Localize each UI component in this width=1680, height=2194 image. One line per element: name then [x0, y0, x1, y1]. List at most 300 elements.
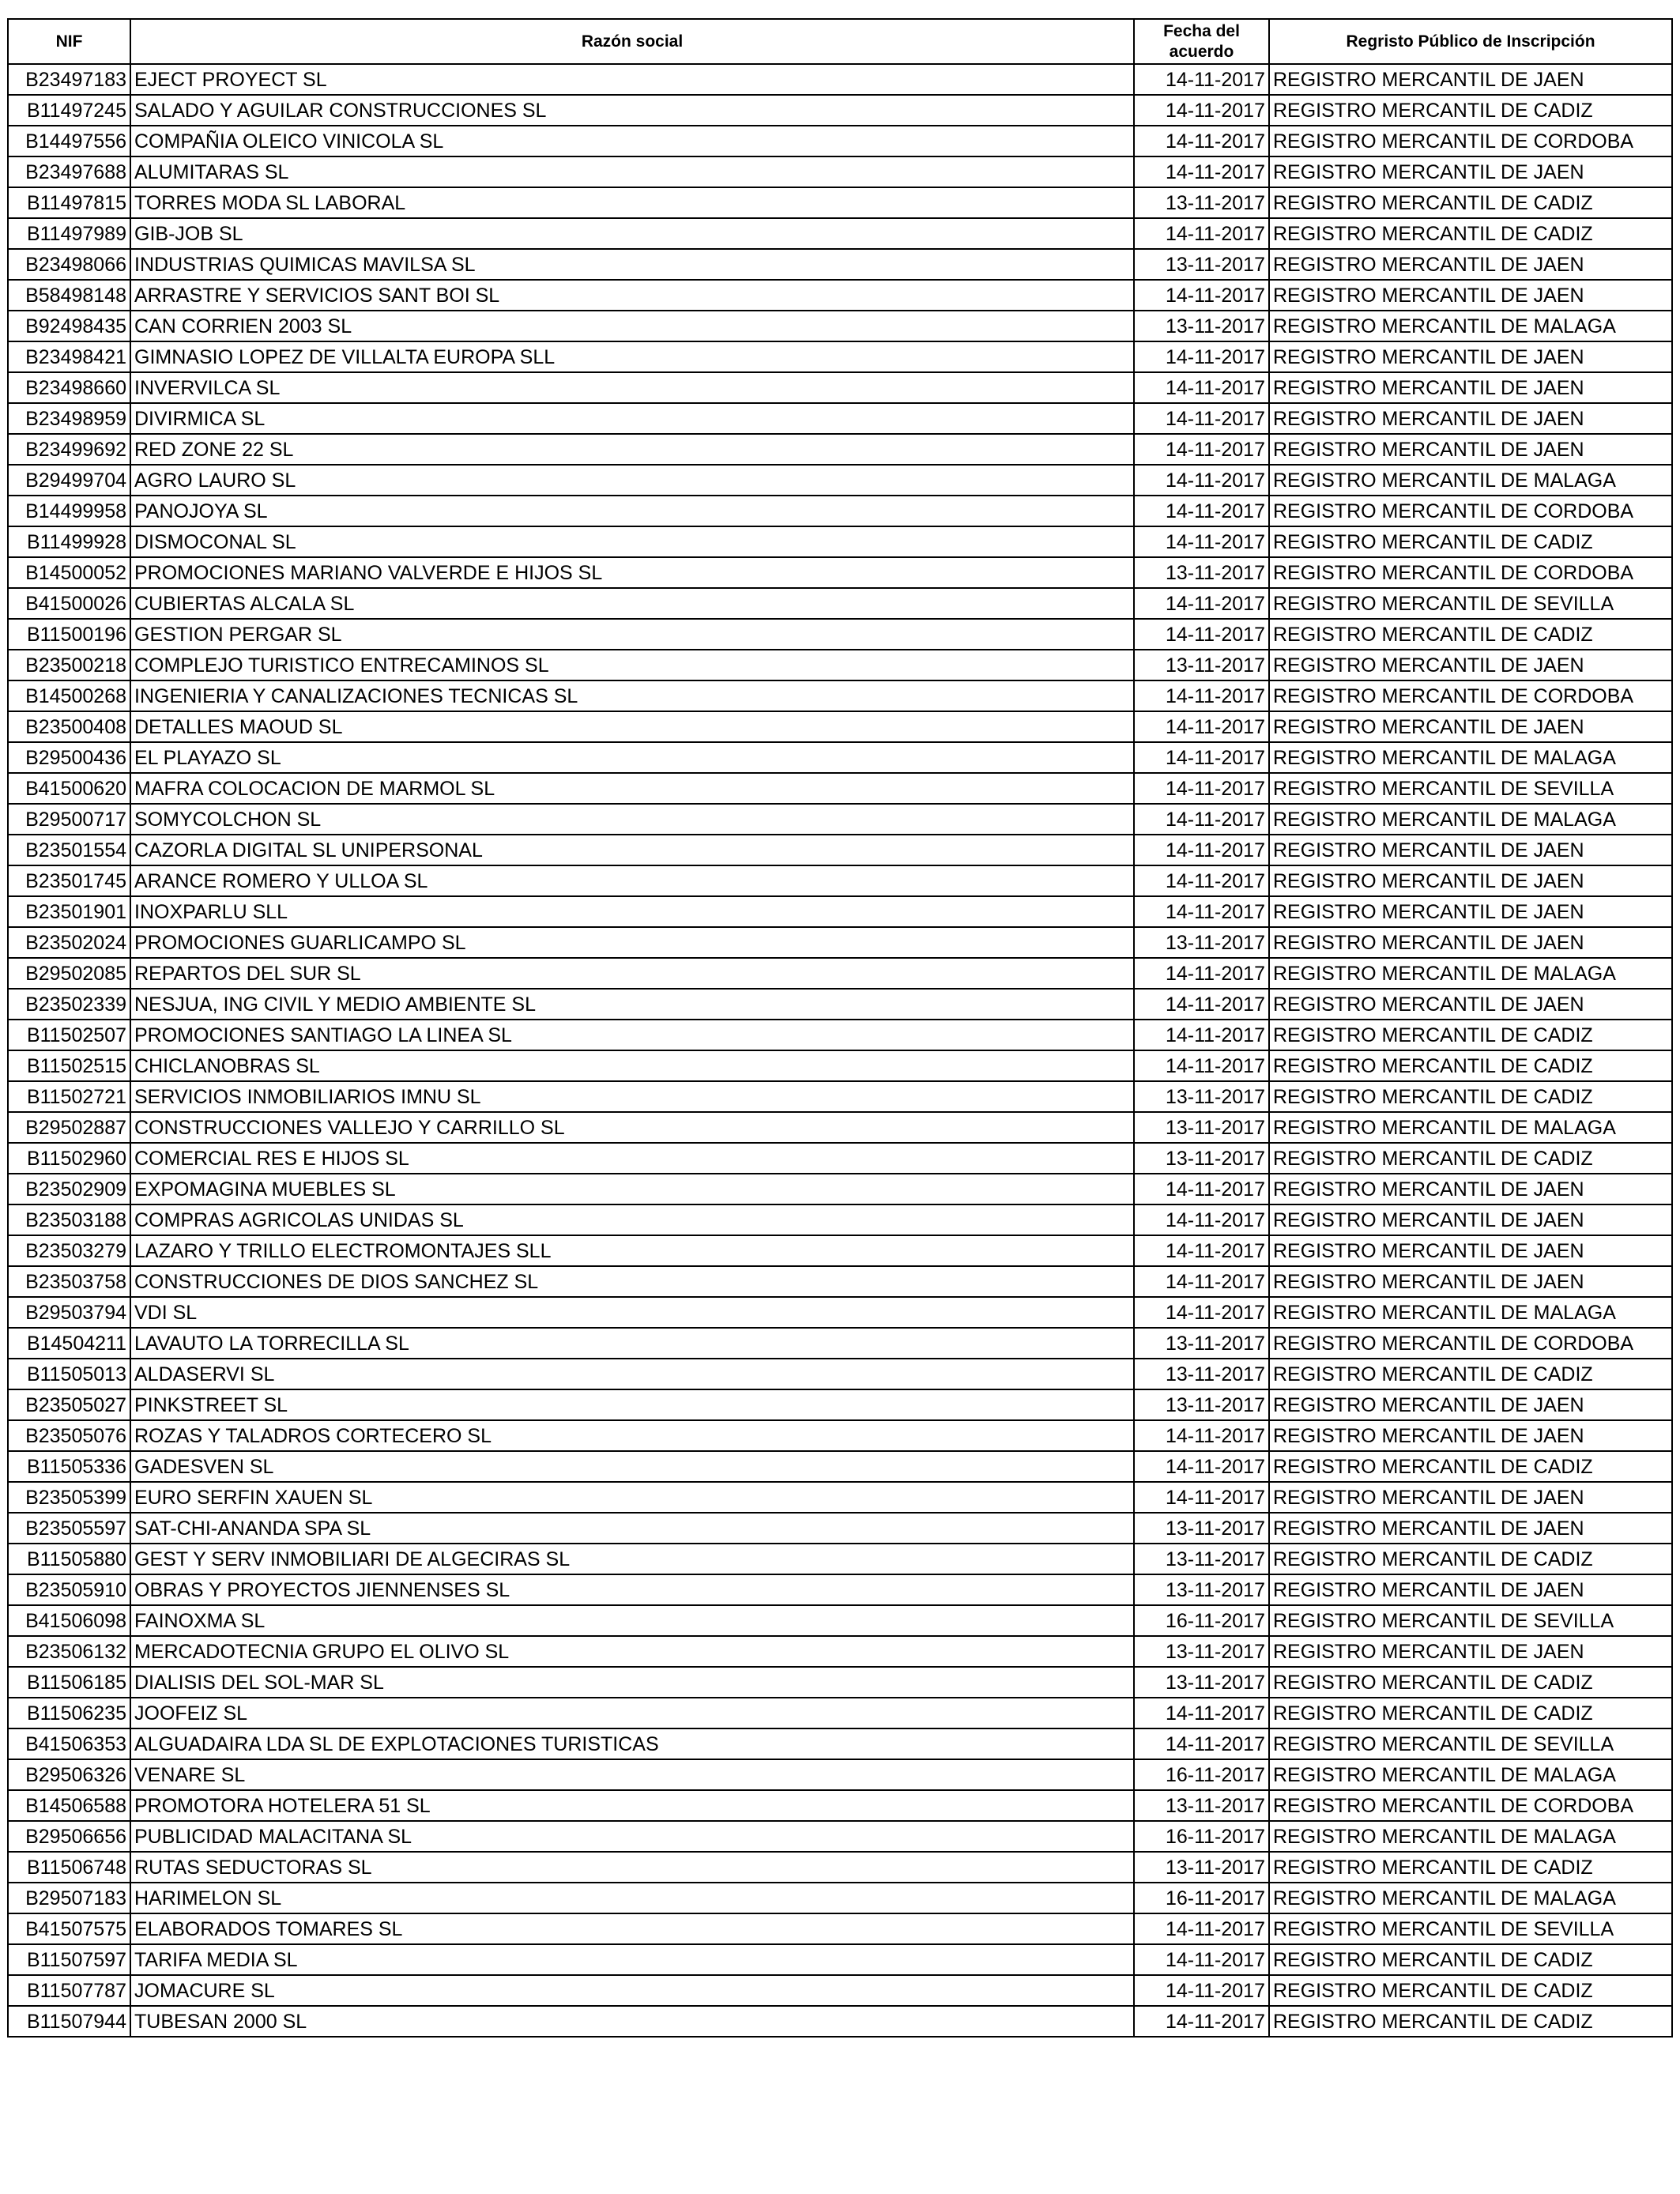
table-row	[8, 958, 1672, 989]
nif-cell: B23502339	[8, 989, 130, 1020]
company-name-cell: PROMOCIONES GUARLICAMPO SL	[130, 927, 1134, 958]
nif-cell: B11506235	[8, 1698, 130, 1728]
registry-cell: REGISTRO MERCANTIL DE JAEN	[1269, 1174, 1672, 1204]
nif-cell: B11506748	[8, 1852, 130, 1883]
registry-cell: REGISTRO MERCANTIL DE SEVILLA	[1269, 588, 1672, 619]
nif-cell: B23503279	[8, 1235, 130, 1266]
agreement-date-cell: 13-11-2017	[1134, 1544, 1269, 1574]
agreement-date-cell: 14-11-2017	[1134, 341, 1269, 372]
nif-cell: B14500052	[8, 557, 130, 588]
table-row	[8, 1204, 1672, 1235]
registry-cell: REGISTRO MERCANTIL DE MALAGA	[1269, 465, 1672, 496]
table-row	[8, 1821, 1672, 1852]
registry-cell: REGISTRO MERCANTIL DE JAEN	[1269, 372, 1672, 403]
companies-table	[7, 18, 1673, 2038]
nif-cell: B29500717	[8, 804, 130, 835]
agreement-date-cell: 13-11-2017	[1134, 1143, 1269, 1174]
table-row	[8, 249, 1672, 280]
nif-cell: B11507944	[8, 2006, 130, 2037]
registry-cell: REGISTRO MERCANTIL DE MALAGA	[1269, 742, 1672, 773]
company-name-cell: DISMOCONAL SL	[130, 526, 1134, 557]
company-name-cell: SAT-CHI-ANANDA SPA SL	[130, 1513, 1134, 1544]
nif-cell: B29499704	[8, 465, 130, 496]
agreement-date-cell: 13-11-2017	[1134, 557, 1269, 588]
registry-cell: REGISTRO MERCANTIL DE JAEN	[1269, 1636, 1672, 1667]
registry-cell: REGISTRO MERCANTIL DE CADIZ	[1269, 1975, 1672, 2006]
company-name-cell: JOMACURE SL	[130, 1975, 1134, 2006]
table-row	[8, 1605, 1672, 1636]
company-name-cell: GIB-JOB SL	[130, 218, 1134, 249]
agreement-date-cell: 14-11-2017	[1134, 1297, 1269, 1328]
nif-cell: B11502515	[8, 1050, 130, 1081]
company-name-cell: MERCADOTECNIA GRUPO EL OLIVO SL	[130, 1636, 1134, 1667]
table-row	[8, 804, 1672, 835]
company-name-cell: CUBIERTAS ALCALA SL	[130, 588, 1134, 619]
registry-cell: REGISTRO MERCANTIL DE CADIZ	[1269, 2006, 1672, 2037]
company-name-cell: CHICLANOBRAS SL	[130, 1050, 1134, 1081]
agreement-date-cell: 14-11-2017	[1134, 2006, 1269, 2037]
company-name-cell: ROZAS Y TALADROS CORTECERO SL	[130, 1420, 1134, 1451]
company-name-cell: TARIFA MEDIA SL	[130, 1944, 1134, 1975]
company-name-cell: GIMNASIO LOPEZ DE VILLALTA EUROPA SLL	[130, 341, 1134, 372]
table-row	[8, 557, 1672, 588]
agreement-date-cell: 14-11-2017	[1134, 1975, 1269, 2006]
company-name-cell: PROMOCIONES MARIANO VALVERDE E HIJOS SL	[130, 557, 1134, 588]
company-name-cell: OBRAS Y PROYECTOS JIENNENSES SL	[130, 1574, 1134, 1605]
company-name-cell: DIVIRMICA SL	[130, 403, 1134, 434]
agreement-date-cell: 14-11-2017	[1134, 1266, 1269, 1297]
registry-cell: REGISTRO MERCANTIL DE MALAGA	[1269, 1883, 1672, 1913]
table-row	[8, 280, 1672, 311]
agreement-date-cell: 13-11-2017	[1134, 1359, 1269, 1389]
table-row	[8, 773, 1672, 804]
nif-cell: B58498148	[8, 280, 130, 311]
nif-cell: B23502024	[8, 927, 130, 958]
registry-cell: REGISTRO MERCANTIL DE CORDOBA	[1269, 126, 1672, 156]
registry-cell: REGISTRO MERCANTIL DE CADIZ	[1269, 1852, 1672, 1883]
registry-cell: REGISTRO MERCANTIL DE JAEN	[1269, 835, 1672, 865]
nif-cell: B14504211	[8, 1328, 130, 1359]
agreement-date-cell: 14-11-2017	[1134, 403, 1269, 434]
agreement-date-cell: 13-11-2017	[1134, 1852, 1269, 1883]
table-row	[8, 1913, 1672, 1944]
table-row	[8, 1636, 1672, 1667]
company-name-cell: JOOFEIZ SL	[130, 1698, 1134, 1728]
agreement-date-cell: 16-11-2017	[1134, 1821, 1269, 1852]
nif-cell: B23506132	[8, 1636, 130, 1667]
company-name-cell: ARRASTRE Y SERVICIOS SANT BOI SL	[130, 280, 1134, 311]
agreement-date-cell: 14-11-2017	[1134, 1174, 1269, 1204]
table-row	[8, 434, 1672, 465]
registry-cell: REGISTRO MERCANTIL DE JAEN	[1269, 865, 1672, 896]
table-row	[8, 1020, 1672, 1050]
registry-cell: REGISTRO MERCANTIL DE JAEN	[1269, 1513, 1672, 1544]
table-row	[8, 1451, 1672, 1482]
table-row	[8, 1667, 1672, 1698]
nif-cell: B29500436	[8, 742, 130, 773]
table-row	[8, 1359, 1672, 1389]
company-name-cell: GEST Y SERV INMOBILIARI DE ALGECIRAS SL	[130, 1544, 1134, 1574]
nif-cell: B23505027	[8, 1389, 130, 1420]
registry-cell: REGISTRO MERCANTIL DE JAEN	[1269, 434, 1672, 465]
table-row	[8, 1050, 1672, 1081]
company-name-cell: AGRO LAURO SL	[130, 465, 1134, 496]
nif-cell: B11505880	[8, 1544, 130, 1574]
registry-cell: REGISTRO MERCANTIL DE JAEN	[1269, 1389, 1672, 1420]
registry-cell: REGISTRO MERCANTIL DE MALAGA	[1269, 1112, 1672, 1143]
table-row	[8, 1852, 1672, 1883]
nif-cell: B14500268	[8, 680, 130, 711]
agreement-date-cell: 13-11-2017	[1134, 1389, 1269, 1420]
agreement-date-cell: 14-11-2017	[1134, 742, 1269, 773]
agreement-date-cell: 13-11-2017	[1134, 311, 1269, 341]
registry-cell: REGISTRO MERCANTIL DE CORDOBA	[1269, 496, 1672, 526]
agreement-date-cell: 14-11-2017	[1134, 126, 1269, 156]
agreement-date-cell: 16-11-2017	[1134, 1759, 1269, 1790]
nif-cell: B41506353	[8, 1728, 130, 1759]
company-name-cell: EURO SERFIN XAUEN SL	[130, 1482, 1134, 1513]
agreement-date-cell: 14-11-2017	[1134, 434, 1269, 465]
nif-cell: B29506326	[8, 1759, 130, 1790]
table-row	[8, 835, 1672, 865]
registry-cell: REGISTRO MERCANTIL DE JAEN	[1269, 64, 1672, 95]
nif-cell: B23498959	[8, 403, 130, 434]
agreement-date-cell: 14-11-2017	[1134, 95, 1269, 126]
table-row	[8, 742, 1672, 773]
table-header	[8, 19, 1672, 64]
table-row	[8, 927, 1672, 958]
nif-cell: B29502887	[8, 1112, 130, 1143]
company-name-cell: ELABORADOS TOMARES SL	[130, 1913, 1134, 1944]
agreement-date-cell: 13-11-2017	[1134, 650, 1269, 680]
header-agreement-date	[1134, 19, 1269, 64]
nif-cell: B23499692	[8, 434, 130, 465]
header-row	[8, 19, 1672, 64]
nif-cell: B23503758	[8, 1266, 130, 1297]
table-body	[8, 64, 1672, 2037]
nif-cell: B23505910	[8, 1574, 130, 1605]
registry-cell: REGISTRO MERCANTIL DE MALAGA	[1269, 1821, 1672, 1852]
table-row	[8, 1790, 1672, 1821]
registry-cell: REGISTRO MERCANTIL DE MALAGA	[1269, 1759, 1672, 1790]
table-row	[8, 1513, 1672, 1544]
nif-cell: B11505013	[8, 1359, 130, 1389]
agreement-date-cell: 14-11-2017	[1134, 1204, 1269, 1235]
registry-cell: REGISTRO MERCANTIL DE SEVILLA	[1269, 1605, 1672, 1636]
agreement-date-cell: 14-11-2017	[1134, 1944, 1269, 1975]
company-name-cell: COMPLEJO TURISTICO ENTRECAMINOS SL	[130, 650, 1134, 680]
registry-cell: REGISTRO MERCANTIL DE SEVILLA	[1269, 773, 1672, 804]
company-name-cell: EXPOMAGINA MUEBLES SL	[130, 1174, 1134, 1204]
company-name-cell: GADESVEN SL	[130, 1451, 1134, 1482]
nif-cell: B23501554	[8, 835, 130, 865]
header-nif: NIF	[8, 19, 130, 64]
nif-cell: B23505076	[8, 1420, 130, 1451]
company-name-cell: PROMOTORA HOTELERA 51 SL	[130, 1790, 1134, 1821]
agreement-date-cell: 14-11-2017	[1134, 465, 1269, 496]
table-row	[8, 989, 1672, 1020]
registry-cell: REGISTRO MERCANTIL DE MALAGA	[1269, 804, 1672, 835]
nif-cell: B11500196	[8, 619, 130, 650]
nif-cell: B23501745	[8, 865, 130, 896]
company-name-cell: HARIMELON SL	[130, 1883, 1134, 1913]
company-name-cell: INVERVILCA SL	[130, 372, 1134, 403]
agreement-date-cell: 13-11-2017	[1134, 187, 1269, 218]
table-row	[8, 588, 1672, 619]
registry-cell: REGISTRO MERCANTIL DE MALAGA	[1269, 958, 1672, 989]
table-row	[8, 711, 1672, 742]
nif-cell: B29507183	[8, 1883, 130, 1913]
agreement-date-cell: 14-11-2017	[1134, 1698, 1269, 1728]
table-row	[8, 187, 1672, 218]
agreement-date-cell: 13-11-2017	[1134, 1790, 1269, 1821]
nif-cell: B41500620	[8, 773, 130, 804]
company-name-cell: ARANCE ROMERO Y ULLOA SL	[130, 865, 1134, 896]
nif-cell: B23498660	[8, 372, 130, 403]
nif-cell: B11507597	[8, 1944, 130, 1975]
agreement-date-cell: 14-11-2017	[1134, 526, 1269, 557]
company-name-cell: LAVAUTO LA TORRECILLA SL	[130, 1328, 1134, 1359]
company-name-cell: LAZARO Y TRILLO ELECTROMONTAJES SLL	[130, 1235, 1134, 1266]
table-row	[8, 1975, 1672, 2006]
registry-cell: REGISTRO MERCANTIL DE CADIZ	[1269, 1143, 1672, 1174]
agreement-date-cell: 14-11-2017	[1134, 64, 1269, 95]
agreement-date-cell: 16-11-2017	[1134, 1883, 1269, 1913]
table-row	[8, 1174, 1672, 1204]
agreement-date-cell: 14-11-2017	[1134, 773, 1269, 804]
nif-cell: B11497989	[8, 218, 130, 249]
agreement-date-cell: 13-11-2017	[1134, 1328, 1269, 1359]
company-name-cell: VDI SL	[130, 1297, 1134, 1328]
nif-cell: B29503794	[8, 1297, 130, 1328]
agreement-date-cell: 13-11-2017	[1134, 1513, 1269, 1544]
nif-cell: B23498066	[8, 249, 130, 280]
company-name-cell: INGENIERIA Y CANALIZACIONES TECNICAS SL	[130, 680, 1134, 711]
agreement-date-cell: 14-11-2017	[1134, 989, 1269, 1020]
registry-cell: REGISTRO MERCANTIL DE CADIZ	[1269, 218, 1672, 249]
registry-cell: REGISTRO MERCANTIL DE SEVILLA	[1269, 1913, 1672, 1944]
table-row	[8, 465, 1672, 496]
registry-cell: REGISTRO MERCANTIL DE JAEN	[1269, 927, 1672, 958]
nif-cell: B41506098	[8, 1605, 130, 1636]
company-name-cell: PANOJOYA SL	[130, 496, 1134, 526]
registry-cell: REGISTRO MERCANTIL DE JAEN	[1269, 1204, 1672, 1235]
company-name-cell: INDUSTRIAS QUIMICAS MAVILSA SL	[130, 249, 1134, 280]
company-name-cell: ALDASERVI SL	[130, 1359, 1134, 1389]
agreement-date-cell: 13-11-2017	[1134, 1574, 1269, 1605]
registry-cell: REGISTRO MERCANTIL DE JAEN	[1269, 403, 1672, 434]
agreement-date-cell: 14-11-2017	[1134, 372, 1269, 403]
company-name-cell: COMPRAS AGRICOLAS UNIDAS SL	[130, 1204, 1134, 1235]
agreement-date-cell: 14-11-2017	[1134, 1235, 1269, 1266]
agreement-date-cell: 14-11-2017	[1134, 218, 1269, 249]
agreement-date-cell: 14-11-2017	[1134, 958, 1269, 989]
header-company-name: Razón social	[130, 19, 1134, 64]
registry-cell: REGISTRO MERCANTIL DE CORDOBA	[1269, 680, 1672, 711]
nif-cell: B23501901	[8, 896, 130, 927]
company-name-cell: GESTION PERGAR SL	[130, 619, 1134, 650]
registry-cell: REGISTRO MERCANTIL DE JAEN	[1269, 1574, 1672, 1605]
company-name-cell: COMERCIAL RES E HIJOS SL	[130, 1143, 1134, 1174]
company-name-cell: RUTAS SEDUCTORAS SL	[130, 1852, 1134, 1883]
company-name-cell: NESJUA, ING CIVIL Y MEDIO AMBIENTE SL	[130, 989, 1134, 1020]
registry-cell: REGISTRO MERCANTIL DE JAEN	[1269, 711, 1672, 742]
nif-cell: B11502507	[8, 1020, 130, 1050]
company-name-cell: PINKSTREET SL	[130, 1389, 1134, 1420]
header-date-line1: Fecha del	[1163, 21, 1240, 40]
agreement-date-cell: 14-11-2017	[1134, 835, 1269, 865]
table-row	[8, 372, 1672, 403]
company-name-cell: INOXPARLU SLL	[130, 896, 1134, 927]
table-row	[8, 126, 1672, 156]
nif-cell: B23497688	[8, 156, 130, 187]
nif-cell: B14499958	[8, 496, 130, 526]
registry-cell: REGISTRO MERCANTIL DE JAEN	[1269, 989, 1672, 1020]
table-row	[8, 64, 1672, 95]
agreement-date-cell: 14-11-2017	[1134, 619, 1269, 650]
registry-cell: REGISTRO MERCANTIL DE JAEN	[1269, 1482, 1672, 1513]
nif-cell: B92498435	[8, 311, 130, 341]
company-name-cell: ALGUADAIRA LDA SL DE EXPLOTACIONES TURISTICAS	[130, 1728, 1134, 1759]
registry-cell: REGISTRO MERCANTIL DE CADIZ	[1269, 1944, 1672, 1975]
registry-cell: REGISTRO MERCANTIL DE CADIZ	[1269, 95, 1672, 126]
table-row	[8, 1297, 1672, 1328]
company-name-cell: CAN CORRIEN 2003 SL	[130, 311, 1134, 341]
table-row	[8, 311, 1672, 341]
company-name-cell: DETALLES MAOUD SL	[130, 711, 1134, 742]
table-row	[8, 496, 1672, 526]
company-name-cell: TUBESAN 2000 SL	[130, 2006, 1134, 2037]
nif-cell: B11497815	[8, 187, 130, 218]
table-row	[8, 1389, 1672, 1420]
registry-cell: REGISTRO MERCANTIL DE JAEN	[1269, 280, 1672, 311]
registry-cell: REGISTRO MERCANTIL DE JAEN	[1269, 1235, 1672, 1266]
agreement-date-cell: 14-11-2017	[1134, 1728, 1269, 1759]
nif-cell: B23502909	[8, 1174, 130, 1204]
registry-cell: REGISTRO MERCANTIL DE JAEN	[1269, 896, 1672, 927]
company-name-cell: REPARTOS DEL SUR SL	[130, 958, 1134, 989]
agreement-date-cell: 14-11-2017	[1134, 1020, 1269, 1050]
registry-cell: REGISTRO MERCANTIL DE JAEN	[1269, 341, 1672, 372]
nif-cell: B23500218	[8, 650, 130, 680]
registry-cell: REGISTRO MERCANTIL DE MALAGA	[1269, 1297, 1672, 1328]
agreement-date-cell: 14-11-2017	[1134, 156, 1269, 187]
table-row	[8, 680, 1672, 711]
registry-cell: REGISTRO MERCANTIL DE CADIZ	[1269, 1544, 1672, 1574]
registry-cell: REGISTRO MERCANTIL DE CADIZ	[1269, 526, 1672, 557]
table-row	[8, 1420, 1672, 1451]
company-name-cell: MAFRA COLOCACION DE MARMOL SL	[130, 773, 1134, 804]
company-name-cell: COMPAÑIA OLEICO VINICOLA SL	[130, 126, 1134, 156]
agreement-date-cell: 14-11-2017	[1134, 680, 1269, 711]
nif-cell: B11502721	[8, 1081, 130, 1112]
table-row	[8, 1112, 1672, 1143]
company-name-cell: SERVICIOS INMOBILIARIOS IMNU SL	[130, 1081, 1134, 1112]
nif-cell: B23497183	[8, 64, 130, 95]
company-name-cell: CONSTRUCCIONES DE DIOS SANCHEZ SL	[130, 1266, 1134, 1297]
agreement-date-cell: 14-11-2017	[1134, 865, 1269, 896]
table-row	[8, 619, 1672, 650]
nif-cell: B29502085	[8, 958, 130, 989]
agreement-date-cell: 13-11-2017	[1134, 1081, 1269, 1112]
registry-cell: REGISTRO MERCANTIL DE CADIZ	[1269, 1451, 1672, 1482]
nif-cell: B23500408	[8, 711, 130, 742]
table-row	[8, 403, 1672, 434]
nif-cell: B11497245	[8, 95, 130, 126]
registry-cell: REGISTRO MERCANTIL DE CADIZ	[1269, 187, 1672, 218]
registry-cell: REGISTRO MERCANTIL DE JAEN	[1269, 650, 1672, 680]
table-row	[8, 218, 1672, 249]
table-row	[8, 1759, 1672, 1790]
table-row	[8, 1883, 1672, 1913]
company-name-cell: SALADO Y AGUILAR CONSTRUCCIONES SL	[130, 95, 1134, 126]
agreement-date-cell: 14-11-2017	[1134, 1451, 1269, 1482]
table-row	[8, 896, 1672, 927]
agreement-date-cell: 14-11-2017	[1134, 496, 1269, 526]
agreement-date-cell: 14-11-2017	[1134, 1050, 1269, 1081]
registry-cell: REGISTRO MERCANTIL DE CADIZ	[1269, 1359, 1672, 1389]
table-row	[8, 1728, 1672, 1759]
registry-cell: REGISTRO MERCANTIL DE CADIZ	[1269, 1667, 1672, 1698]
agreement-date-cell: 13-11-2017	[1134, 1636, 1269, 1667]
table-row	[8, 1698, 1672, 1728]
table-row	[8, 650, 1672, 680]
agreement-date-cell: 14-11-2017	[1134, 1420, 1269, 1451]
registry-cell: REGISTRO MERCANTIL DE JAEN	[1269, 156, 1672, 187]
registry-cell: REGISTRO MERCANTIL DE CORDOBA	[1269, 1790, 1672, 1821]
nif-cell: B11507787	[8, 1975, 130, 2006]
nif-cell: B23505399	[8, 1482, 130, 1513]
header-registry: Regristo Público de Inscripción	[1269, 19, 1672, 64]
company-name-cell: RED ZONE 22 SL	[130, 434, 1134, 465]
table-row	[8, 95, 1672, 126]
agreement-date-cell: 16-11-2017	[1134, 1605, 1269, 1636]
registry-cell: REGISTRO MERCANTIL DE CADIZ	[1269, 1698, 1672, 1728]
company-name-cell: DIALISIS DEL SOL-MAR SL	[130, 1667, 1134, 1698]
table-row	[8, 526, 1672, 557]
registry-cell: REGISTRO MERCANTIL DE JAEN	[1269, 1420, 1672, 1451]
registry-cell: REGISTRO MERCANTIL DE SEVILLA	[1269, 1728, 1672, 1759]
nif-cell: B11499928	[8, 526, 130, 557]
agreement-date-cell: 13-11-2017	[1134, 249, 1269, 280]
company-name-cell: PROMOCIONES SANTIAGO LA LINEA SL	[130, 1020, 1134, 1050]
company-name-cell: EL PLAYAZO SL	[130, 742, 1134, 773]
header-date-line2: acuerdo	[1169, 42, 1234, 61]
nif-cell: B41500026	[8, 588, 130, 619]
company-name-cell: FAINOXMA SL	[130, 1605, 1134, 1636]
agreement-date-cell: 14-11-2017	[1134, 804, 1269, 835]
registry-cell: REGISTRO MERCANTIL DE CADIZ	[1269, 1081, 1672, 1112]
table-row	[8, 156, 1672, 187]
company-name-cell: CONSTRUCCIONES VALLEJO Y CARRILLO SL	[130, 1112, 1134, 1143]
registry-cell: REGISTRO MERCANTIL DE CORDOBA	[1269, 557, 1672, 588]
table-row	[8, 1266, 1672, 1297]
registry-cell: REGISTRO MERCANTIL DE MALAGA	[1269, 311, 1672, 341]
agreement-date-cell: 13-11-2017	[1134, 1667, 1269, 1698]
agreement-date-cell: 14-11-2017	[1134, 1482, 1269, 1513]
table-row	[8, 2006, 1672, 2037]
company-name-cell: ALUMITARAS SL	[130, 156, 1134, 187]
nif-cell: B14506588	[8, 1790, 130, 1821]
nif-cell: B41507575	[8, 1913, 130, 1944]
table-row	[8, 341, 1672, 372]
registry-cell: REGISTRO MERCANTIL DE JAEN	[1269, 1266, 1672, 1297]
registry-cell: REGISTRO MERCANTIL DE JAEN	[1269, 249, 1672, 280]
nif-cell: B11506185	[8, 1667, 130, 1698]
nif-cell: B11505336	[8, 1451, 130, 1482]
table-row	[8, 1482, 1672, 1513]
table-row	[8, 1143, 1672, 1174]
